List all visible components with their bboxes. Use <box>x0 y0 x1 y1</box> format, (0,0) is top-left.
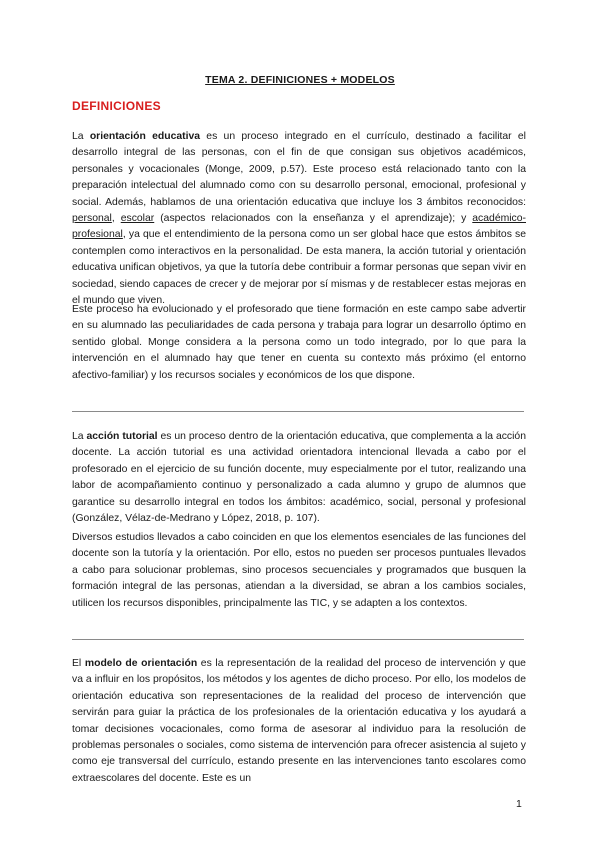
term-escolar: escolar <box>120 213 155 225</box>
paragraph-evolucion: Este proceso ha evolucionado y el profesorado que tiene formación en este campo sabe advertir en su alumnado las peculiaridades de cada persona y trabaja para lograr un desarrollo óptimo en sentido global. Monge considera a la persona como un todo integrado, por lo que para la intervención en el alumnado hay que tener en cuenta su contexto más próximo (el entorno afectivo-familiar) y los recursos sociales y económicos de los que dispone. <box>72 304 526 381</box>
page-title: TEMA 2. DEFINICIONES + MODELOS <box>205 74 395 86</box>
paragraph-orientacion-educativa <box>72 129 526 309</box>
page-number: 1 <box>516 798 522 810</box>
text-run: (aspectos relacionados con la enseñanza y el aprendizaje); y <box>154 213 473 225</box>
separator-line <box>72 411 524 412</box>
paragraph-estudios: Diversos estudios llevados a cabo coinciden en que los elementos esenciales de las funciones del docente son la tutoría y la orientación. Por ello, estos no pueden ser procesos puntuales llevados a cabo para solucionar problemas, sino procesos secuenciales y programados que busquen la formación integral de las personas, atiendan a la diversidad, se abran a los cambios sociales, utilicen los recursos disponibles, principalmente las TIC, y se adapten a los contextos. <box>72 532 526 609</box>
text-run: es un proceso integrado en el currículo, destinado a facilitar el desarrollo integral de las personas, con el fin de que consigan sus objetivos académicos, personales y vocacionales (Monge, 2009, p.57). Este proceso está relacionado tanto con la preparación intelectual del alumnado como con su desarrollo personal, emocional, profesional y social. Además, hablamos de una orientación educativa que incluye los 3 ámbitos reconocidos: <box>72 131 526 208</box>
paragraph-accion-tutorial <box>72 429 526 527</box>
text-run: es un proceso dentro de la orientación educativa, que complementa a la acción docente. La acción tutorial es una actividad orientadora intencional llevada a cabo por el profesorado en el ejercicio de su función docente, muy especialmente por el tutor, realizando una labor de acompañamiento continuo y personalizado a cada alumno y grupo de alumnos que garantice su desarrollo integral en todos los ámbitos: académico, social, personal y profesional (González, Vélaz-de-Medrano y López, 2018, p. 107). <box>72 431 526 525</box>
term-accion-tutorial: acción tutorial <box>86 431 158 442</box>
text-run: , <box>111 213 121 225</box>
separator-line <box>72 639 524 640</box>
section-heading-definiciones: DEFINICIONES <box>72 99 161 113</box>
paragraph-modelo-orientacion <box>72 656 526 787</box>
text-run: es la representación de la realidad del proceso de intervención y que va a influir en los propósitos, los métodos y los agentes de dicho proceso. Por ello, los modelos de orientación educativa son representaciones de la realidad del proceso de intervención que servirán para guiar la práctica de los profesionales de la orientación educativa y los ayudará a tomar decisiones vocacionales, como forma de asesorar al individuo para la resolución de problemas personales o sociales, como sistema de intervención para ofrecer asistencia al sujeto y como eje transversal del currículo, estando presente en las intervenciones tanto escolares como extraescolares del docente. Este es un <box>72 658 526 784</box>
text-run: El <box>72 658 85 669</box>
term-modelo-de-orientacion: modelo de orientación <box>84 658 198 669</box>
text-run: , ya que el entendimiento de la persona como un ser global hace que estos ámbitos se contemplen como interactivos en la personalidad. De esta manera, la acción tutorial y orientación educativa unifican objetivos, ya que la tutoría debe contribuir a formar personas que sepan vivir en sociedad, siendo capaces de crecer y de mejorar por sí mismas y de restablecer estas mejoras en el mundo que viven. <box>72 229 526 307</box>
term-academico-profesional: académico-profesional <box>72 213 526 241</box>
term-orientacion-educativa: orientación educativa <box>89 131 201 142</box>
text-run: La <box>72 131 90 142</box>
term-personal: personal <box>72 213 112 225</box>
text-run: La <box>72 431 87 442</box>
